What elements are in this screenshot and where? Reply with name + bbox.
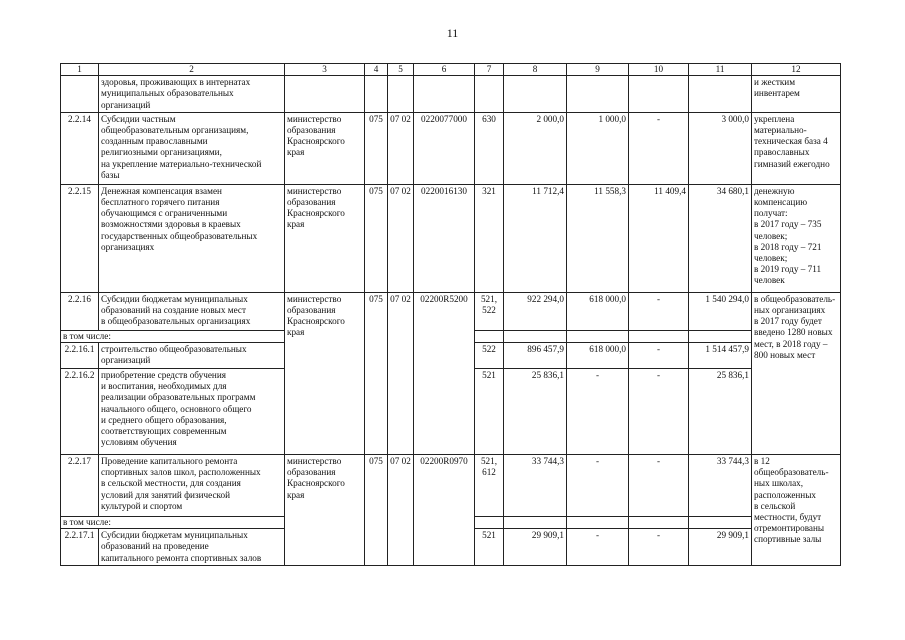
header-cell: 11: [689, 64, 752, 76]
header-cell: 2: [99, 64, 285, 76]
amount-total: 25 836,1: [689, 369, 752, 455]
amount-total: 34 680,1: [689, 184, 752, 292]
rzpr-code: 07 02: [388, 112, 414, 184]
measure-name: здоровья, проживающих в интернатах муниципальных образовательных организаций: [99, 76, 285, 113]
measure-name: Субсидии бюджетам муниципальных образований на создание новых мест в общеобразовательных организациях: [99, 292, 285, 330]
amount-total: 1 540 294,0: [689, 292, 752, 330]
program-measures-table: [60, 63, 841, 566]
expected-result: укреплена материально- техническая база 4 православных гимназий ежегодно: [752, 112, 841, 184]
responsible-org: министерство образования Красноярского края: [285, 455, 365, 566]
amount-2018: 618 000,0: [567, 292, 629, 330]
vr-code: 522: [475, 343, 504, 369]
amount-2018: 1 000,0: [567, 112, 629, 184]
amount-total: 29 909,1: [689, 529, 752, 566]
grbs-code: 075: [365, 184, 388, 292]
amount-total: 1 514 457,9: [689, 343, 752, 369]
vr-code: 521: [475, 529, 504, 566]
amount-2019: -: [629, 292, 689, 330]
table-row: [61, 76, 841, 113]
page-number: 11: [446, 26, 459, 40]
responsible-org: министерство образования Красноярского края: [285, 184, 365, 292]
rzpr-code: 07 02: [388, 455, 414, 566]
header-cell: 3: [285, 64, 365, 76]
row-number: 2.2.15: [61, 184, 99, 292]
table-row: [61, 112, 841, 184]
vr-code: 630: [475, 112, 504, 184]
amount-2019: -: [629, 369, 689, 455]
csr-code: 0220016130: [414, 184, 475, 292]
row-number: 2.2.16: [61, 292, 99, 330]
amount-2018: -: [567, 529, 629, 566]
amount-2017: 11 712,4: [504, 184, 567, 292]
expected-result: и жестким инвентарем: [752, 76, 841, 113]
csr-code: 02200R0970: [414, 455, 475, 566]
header-cell: 5: [388, 64, 414, 76]
vr-code: 521, 522: [475, 292, 504, 330]
amount-2018: 618 000,0: [567, 343, 629, 369]
amount-total: 3 000,0: [689, 112, 752, 184]
header-cell: 10: [629, 64, 689, 76]
rzpr-code: 07 02: [388, 292, 414, 454]
amount-2019: -: [629, 343, 689, 369]
amount-2017: 2 000,0: [504, 112, 567, 184]
amount-2019: -: [629, 455, 689, 517]
header-cell: 4: [365, 64, 388, 76]
grbs-code: 075: [365, 455, 388, 566]
header-row: [61, 64, 841, 76]
csr-code: 0220077000: [414, 112, 475, 184]
amount-2017: 33 744,3: [504, 455, 567, 517]
header-cell: 9: [567, 64, 629, 76]
row-number: 2.2.17: [61, 455, 99, 517]
csr-code: 02200R5200: [414, 292, 475, 454]
row-number: 2.2.16.2: [61, 369, 99, 455]
vr-code: 521, 612: [475, 455, 504, 517]
table-row: [61, 184, 841, 292]
header-cell: 1: [61, 64, 99, 76]
row-number: 2.2.17.1: [61, 529, 99, 566]
responsible-org: министерство образования Красноярского края: [285, 292, 365, 454]
vr-code: 521: [475, 369, 504, 455]
measure-name: строительство общеобразовательных организаций: [99, 343, 285, 369]
amount-2019: 11 409,4: [629, 184, 689, 292]
measure-name: Субсидии частным общеобразовательным организациям, созданным православными религиозными организациями, на укрепление материально-технической базы: [99, 112, 285, 184]
measure-name: Субсидии бюджетам муниципальных образований на проведение капитального ремонта спортивных залов: [99, 529, 285, 566]
header-cell: 12: [752, 64, 841, 76]
table-row: [61, 292, 841, 330]
header-cell: 6: [414, 64, 475, 76]
measure-name: приобретение средств обучения и воспитания, необходимых для реализации образовательных программ начального общего, основного общего и среднего общего образования, соответствующих современным условиям обучения: [99, 369, 285, 455]
amount-2018: 11 558,3: [567, 184, 629, 292]
header-cell: 7: [475, 64, 504, 76]
header-cell: 8: [504, 64, 567, 76]
including-label: в том числе:: [61, 517, 285, 529]
expected-result: в 12 общеобразователь- ных школах, расположенных в сельской местности, будут отремонтированы спортивные залы: [752, 455, 841, 566]
responsible-org: министерство образования Красноярского края: [285, 112, 365, 184]
table-row: [61, 455, 841, 517]
row-number: 2.2.16.1: [61, 343, 99, 369]
rzpr-code: 07 02: [388, 184, 414, 292]
grbs-code: 075: [365, 292, 388, 454]
measure-name: Денежная компенсация взамен бесплатного горячего питания обучающимся с ограниченными возможностями здоровья в краевых государственных общеобразовательных организациях: [99, 184, 285, 292]
amount-2018: -: [567, 455, 629, 517]
amount-2017: 922 294,0: [504, 292, 567, 330]
expected-result: денежную компенсацию получат: в 2017 году – 735 человек; в 2018 году – 721 человек; в 2019 году – 711 человек: [752, 184, 841, 292]
amount-total: 33 744,3: [689, 455, 752, 517]
measure-name: Проведение капитального ремонта спортивных залов школ, расположенных в сельской местности, для создания условий для занятий физической культурой и спортом: [99, 455, 285, 517]
row-number: 2.2.14: [61, 112, 99, 184]
amount-2017: 25 836,1: [504, 369, 567, 455]
amount-2018: -: [567, 369, 629, 455]
amount-2017: 29 909,1: [504, 529, 567, 566]
expected-result: в общеобразователь- ных организациях в 2017 году будет введено 1280 новых мест, в 2018 году – 800 новых мест: [752, 292, 841, 454]
amount-2017: 896 457,9: [504, 343, 567, 369]
grbs-code: 075: [365, 112, 388, 184]
amount-2019: -: [629, 112, 689, 184]
vr-code: 321: [475, 184, 504, 292]
amount-2019: -: [629, 529, 689, 566]
including-label: в том числе:: [61, 330, 285, 342]
